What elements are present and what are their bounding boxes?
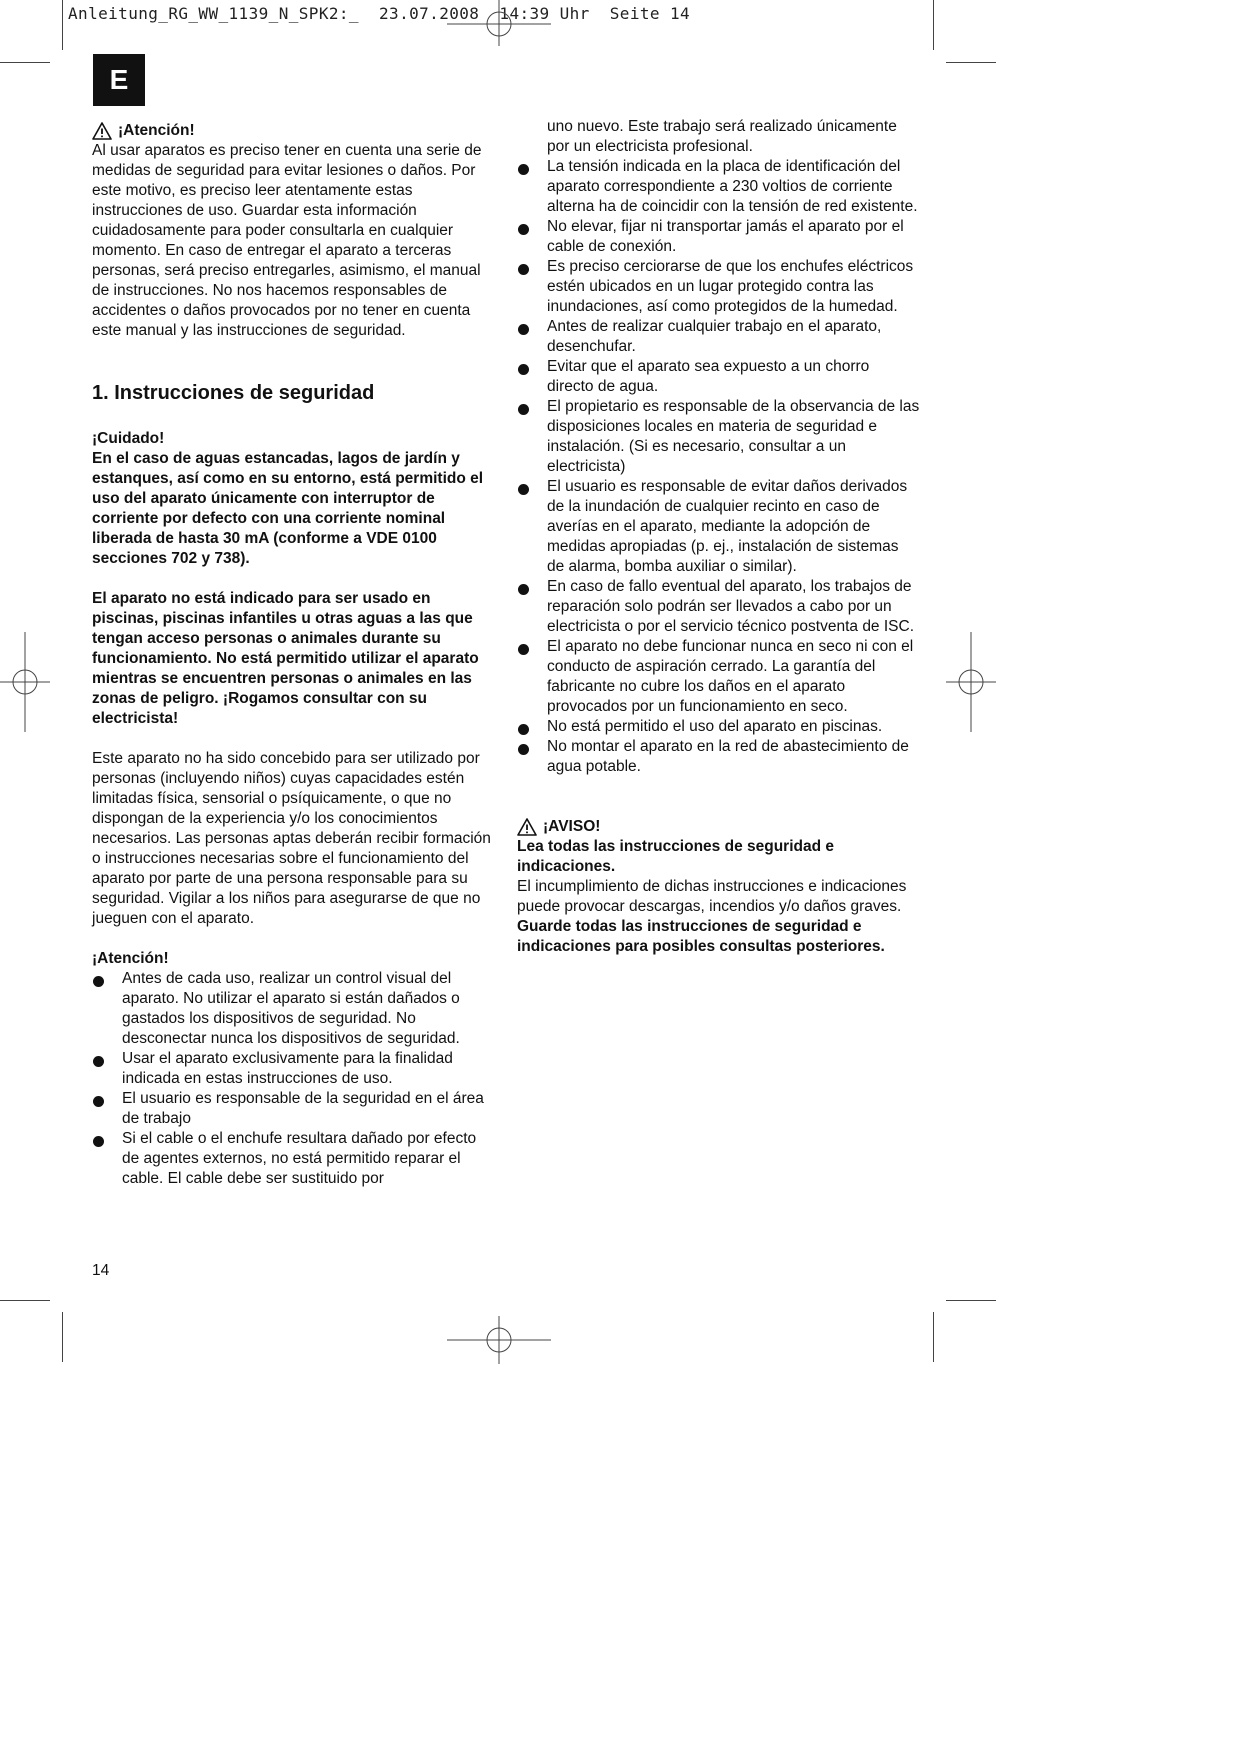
attention-paragraph: Al usar aparatos es preciso tener en cuenta una serie de medidas de seguridad para evitar lesiones o daños. Por este motivo, es preciso leer atentamente estas instrucciones de uso. Guardar esta información cuidadosamente para poder consultarla en cualquier momento. En caso de entregar el aparato a terceras personas, será preciso entregarles, asimismo, el manual de instrucciones. No nos hacemos responsables de accidentes o daños provocados por no tener en cuenta este manual y las instrucciones de seguridad. xyxy=(92,142,482,339)
registration-mark-icon xyxy=(447,0,551,46)
list-item: No montar el aparato en la red de abastecimiento de agua potable. xyxy=(517,737,920,777)
list-item: No está permitido el uso del aparato en piscinas. xyxy=(517,717,920,737)
list-item: Evitar que el aparato sea expuesto a un chorro directo de agua. xyxy=(517,357,920,397)
list-item: Antes de cada uso, realizar un control visual del aparato. No utilizar el aparato si están dañados o gastados los dispositivos de seguridad. No desconectar nunca los dispositivos de seguridad. xyxy=(92,969,492,1049)
crop-mark-bl-h xyxy=(0,1300,50,1301)
list-item: Antes de realizar cualquier trabajo en el aparato, desenchufar. xyxy=(517,317,920,357)
list-item: El usuario es responsable de la seguridad en el área de trabajo xyxy=(92,1089,492,1129)
list-item: La tensión indicada en la placa de identificación del aparato correspondiente a 230 voltios de corriente alterna ha de coincidir con la tensión de red existente. xyxy=(517,157,920,217)
registration-mark-icon xyxy=(0,632,50,732)
registration-mark-icon xyxy=(946,632,996,732)
list-item: El propietario es responsable de la observancia de las disposiciones locales en materia de seguridad e instalación. (Si es necesario, consultar a un electricista) xyxy=(517,397,920,477)
aviso-paragraph: El incumplimiento de dichas instrucciones e indicaciones puede provocar descargas, incendios y/o daños graves. xyxy=(517,878,907,915)
crop-mark-tl-v xyxy=(62,0,63,50)
crop-mark-bl-v xyxy=(62,1312,63,1362)
list-item: Usar el aparato exclusivamente para la finalidad indicada en estas instrucciones de uso. xyxy=(92,1049,492,1089)
left-column xyxy=(92,121,492,1189)
caution-title: ¡Cuidado! xyxy=(92,430,165,447)
caution-paragraph: En el caso de aguas estancadas, lagos de jardín y estanques, así como en su entorno, está permitido el uso del aparato únicamente con interruptor de corriente por defecto con una corriente nominal liberada de hasta 30 mA (conforme a VDE 0100 secciones 702 y 738). xyxy=(92,450,484,567)
attention2-title: ¡Atención! xyxy=(92,950,169,967)
warning-triangle-icon xyxy=(92,122,112,140)
list-item: Es preciso cerciorarse de que los enchufes eléctricos estén ubicados en un lugar protegido contra las inundaciones, así como protegidos de la humedad. xyxy=(517,257,920,317)
attention-title: ¡Atención! xyxy=(118,122,195,139)
warning-triangle-icon xyxy=(517,818,537,836)
list-item: El aparato no debe funcionar nunca en seco ni con el conducto de aspiración cerrado. La garantía del fabricante no cubre los daños en el aparato provocados por un funcionamiento en seco. xyxy=(517,637,920,717)
crop-mark-tr-h xyxy=(946,62,996,63)
page-number: 14 xyxy=(92,1262,110,1279)
crop-mark-tr-v xyxy=(933,0,934,50)
list-item: El usuario es responsable de evitar daños derivados de la inundación de cualquier recinto en caso de averías en el aparato, mediante la adopción de medidas apropiadas (p. ej., instalación de sistemas de alarma, bomba auxiliar o similar). xyxy=(517,477,920,577)
aviso-heading xyxy=(517,817,920,837)
crop-mark-br-v xyxy=(933,1312,934,1362)
attention-heading xyxy=(92,121,492,141)
list-item: En caso de fallo eventual del aparato, los trabajos de reparación solo podrán ser llevados a cabo por un electricista o por el servicio técnico postventa de ISC. xyxy=(517,577,920,637)
left-bullet-list xyxy=(92,969,492,1189)
aviso-title: ¡AVISO! xyxy=(543,818,601,835)
list-item: Si el cable o el enchufe resultara dañado por efecto de agentes externos, no está permitido reparar el cable. El cable debe ser sustituido por xyxy=(92,1129,492,1189)
pool-warning-paragraph: El aparato no está indicado para ser usado en piscinas, piscinas infantiles u otras aguas a las que tengan acceso personas o animales durante su funcionamiento. No está permitido utilizar el aparato mientras se encuentren personas o animales en las zonas de peligro. ¡Rogamos consultar con su electricista! xyxy=(92,590,479,727)
aviso-bold-1: Lea todas las instrucciones de seguridad e indicaciones. xyxy=(517,838,834,875)
registration-mark-icon xyxy=(447,1316,551,1364)
print-slug: Anleitung_RG_WW_1139_N_SPK2:_ 23.07.2008 14:39 Uhr Seite 14 xyxy=(68,4,691,23)
right-column xyxy=(517,117,920,957)
crop-mark-br-h xyxy=(946,1300,996,1301)
aviso-bold-2: Guarde todas las instrucciones de seguridad e indicaciones para posibles consultas posteriores. xyxy=(517,918,885,955)
persons-paragraph: Este aparato no ha sido concebido para ser utilizado por personas (incluyendo niños) cuyas capacidades estén limitadas física, sensorial o psíquicamente, o que no dispongan de la experiencia y/o los conocimientos necesarios. Las personas aptas deberán recibir formación o instrucciones necesarias sobre el funcionamiento del aparato por parte de una persona responsable para su seguridad. Vigilar a los niños para asegurarse de que no jueguen con el aparato. xyxy=(92,750,491,927)
list-item: No elevar, fijar ni transportar jamás el aparato por el cable de conexión. xyxy=(517,217,920,257)
section-title: 1. Instrucciones de seguridad xyxy=(92,382,375,404)
crop-mark-tl-h xyxy=(0,62,50,63)
right-bullet-list xyxy=(517,157,920,777)
language-tab: E xyxy=(93,54,145,106)
continuation-text: uno nuevo. Este trabajo será realizado únicamente por un electricista profesional. xyxy=(547,118,897,155)
